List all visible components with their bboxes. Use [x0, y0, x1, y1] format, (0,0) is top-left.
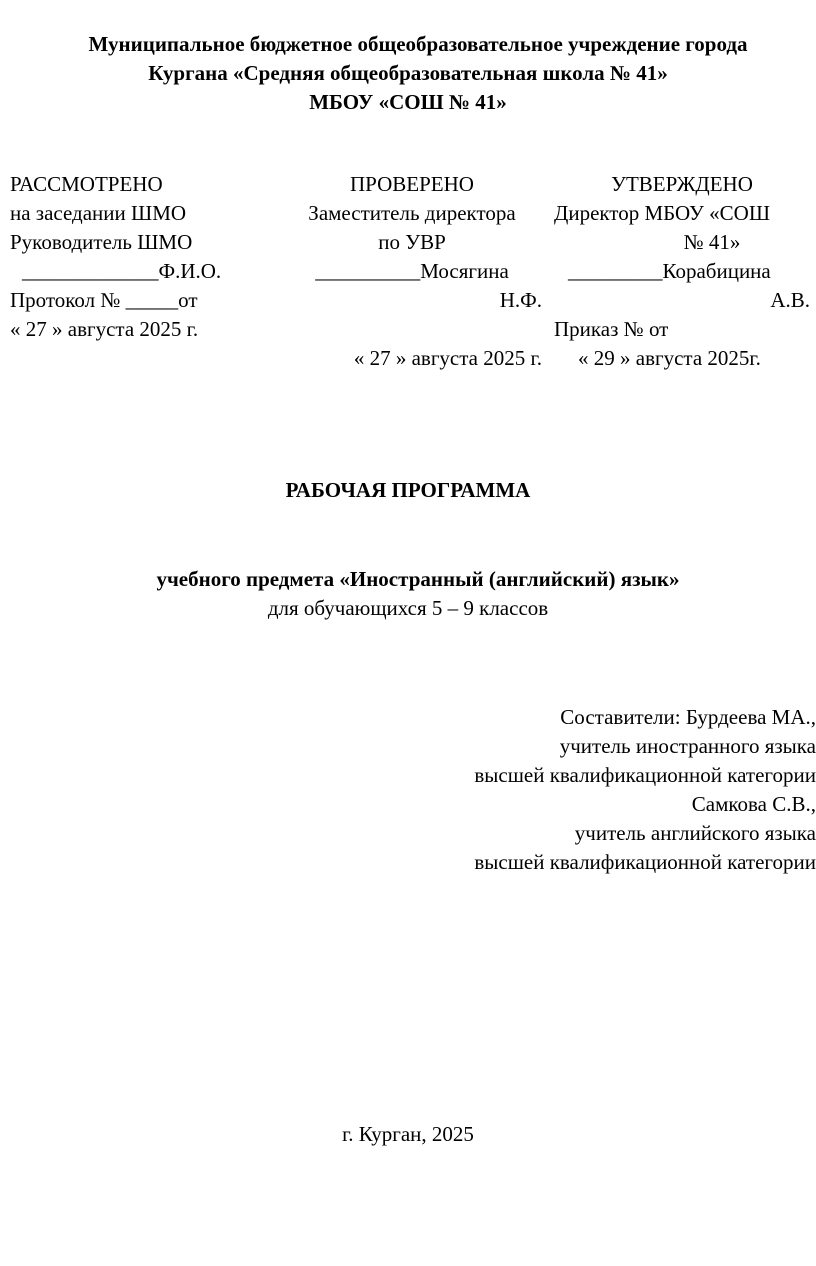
subject-name: учебного предмета «Иностранный (английский) язык» — [156, 567, 680, 591]
considered-date: « 27 » августа 2025 г. — [10, 317, 199, 341]
authors-line-4: Самкова С.В., — [691, 792, 816, 816]
considered-block — [10, 170, 280, 344]
footer-text: г. Курган, 2025 — [342, 1122, 474, 1146]
header-line-1: Муниципальное бюджетное общеобразовательное учреждение города — [88, 32, 748, 56]
school-header — [0, 30, 816, 117]
checked-line-2: по УВР — [378, 230, 446, 254]
authors-line-3: высшей квалификационной категории — [474, 763, 816, 787]
approved-date: « 29 » августа 2025г. — [578, 346, 761, 370]
approved-line-1: Директор МБОУ «СОШ — [554, 201, 771, 225]
approved-block — [548, 170, 816, 373]
checked-line-1: Заместитель директора — [308, 201, 516, 225]
checked-heading: ПРОВЕРЕНО — [350, 172, 474, 196]
authors-line-2: учитель иностранного языка — [559, 734, 816, 758]
authors-line-6: высшей квалификационной категории — [474, 850, 816, 874]
checked-block — [282, 170, 542, 373]
approved-signature-line: _________Корабицина — [568, 259, 771, 283]
checked-signature-line: __________Мосягина — [315, 259, 509, 283]
document-title: РАБОЧАЯ ПРОГРАММА — [285, 478, 531, 502]
subject-block — [0, 565, 816, 623]
approved-heading: УТВЕРЖДЕНО — [611, 172, 753, 196]
considered-protocol-line: Протокол № _____от — [10, 288, 198, 312]
footer-place-year — [0, 1122, 816, 1147]
approved-line-2: № 41» — [683, 230, 741, 254]
considered-line-2: Руководитель ШМО — [10, 230, 193, 254]
approved-initials: А.В. — [770, 288, 810, 312]
considered-heading: РАССМОТРЕНО — [10, 172, 163, 196]
header-line-2: Кургана «Средняя общеобразовательная школа № 41» — [148, 61, 668, 85]
header-line-3: МБОУ «СОШ № 41» — [309, 90, 507, 114]
approved-order-line: Приказ № от — [554, 317, 669, 341]
considered-line-1: на заседании ШМО — [10, 201, 187, 225]
checked-date: « 27 » августа 2025 г. — [353, 346, 542, 370]
considered-signature-line: _____________Ф.И.О. — [22, 259, 222, 283]
authors-line-5: учитель английского языка — [574, 821, 816, 845]
authors-block — [316, 703, 816, 877]
subject-audience: для обучающихся 5 – 9 классов — [267, 596, 549, 620]
checked-initials: Н.Ф. — [499, 288, 542, 312]
authors-line-1: Составители: Бурдеева МА., — [560, 705, 816, 729]
